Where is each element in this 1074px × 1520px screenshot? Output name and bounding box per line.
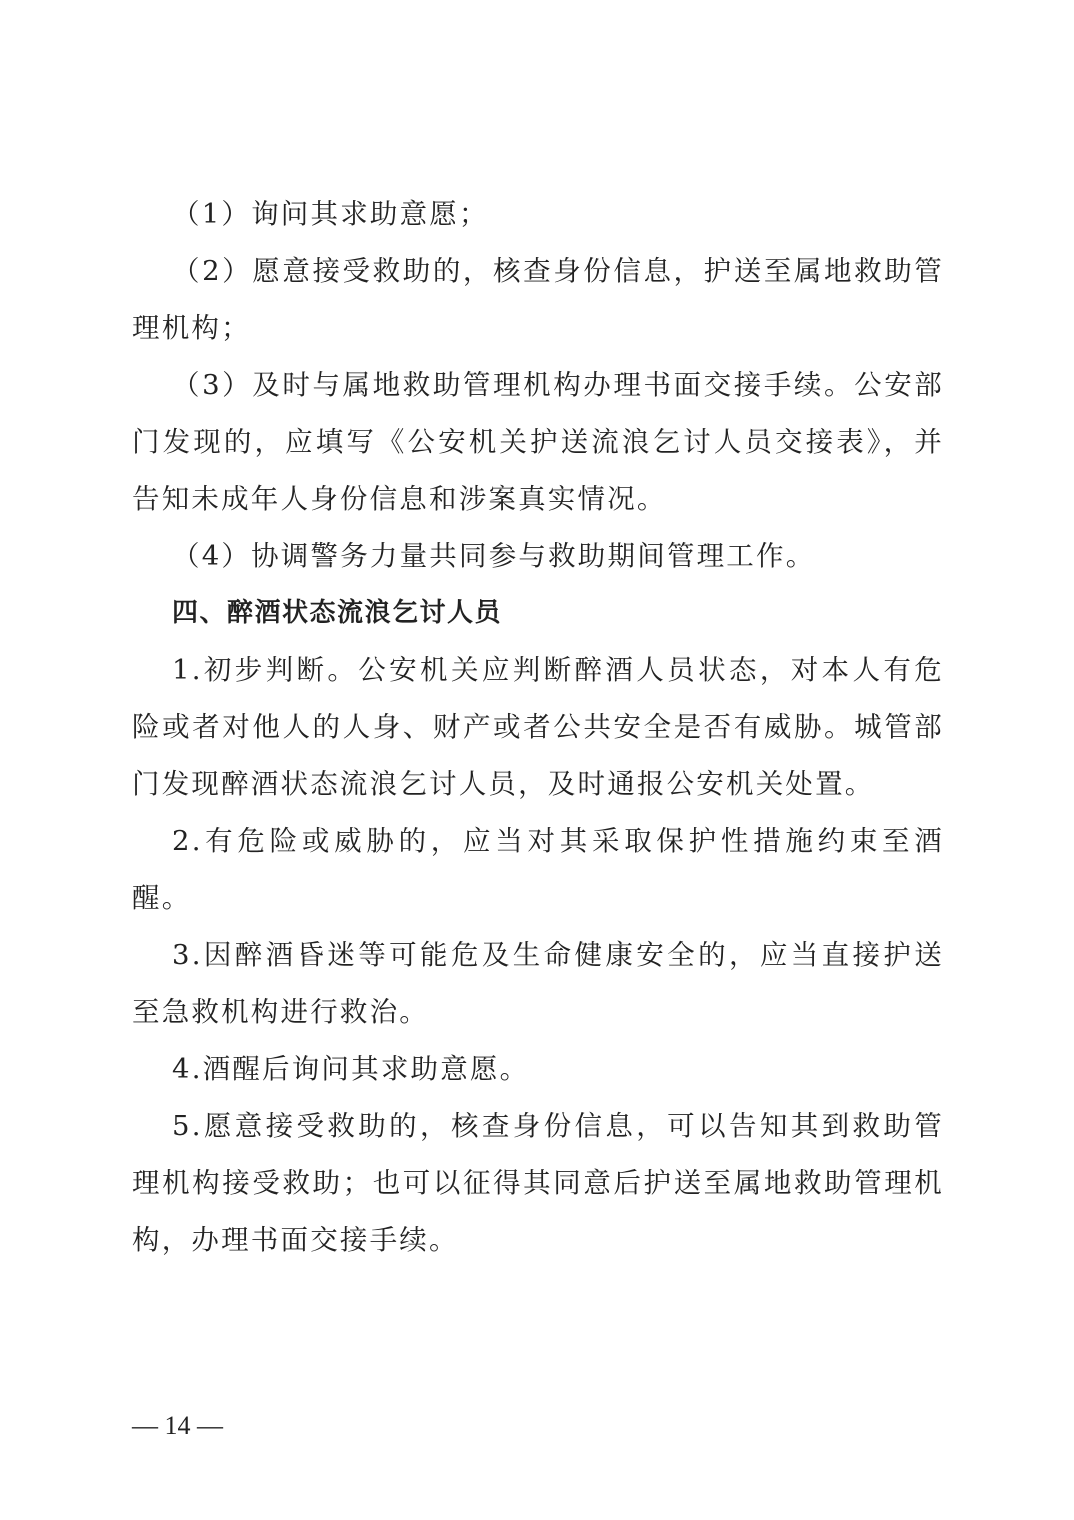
paragraph-1: （1）询问其求助意愿； <box>172 198 489 230</box>
paragraph-9: 5.愿意接受救助的，核查身份信息，可以告知其到救助管理机构接受救助；也可以征得其同意后护送至属地救助管理机构，办理书面交接手续。 <box>132 1110 944 1256</box>
paragraph-7: 3.因醉酒昏迷等可能危及生命健康安全的，应当直接护送至急救机构进行救治。 <box>132 939 944 1028</box>
paragraph-3: （3）及时与属地救助管理机构办理书面交接手续。公安部门发现的，应填写《公安机关护送流浪乞讨人员交接表》，并告知未成年人身份信息和涉案真实情况。 <box>132 369 944 515</box>
paragraph-6: 2.有危险或威胁的，应当对其采取保护性措施约束至酒醒。 <box>132 825 944 914</box>
paragraph-5: 1.初步判断。公安机关应判断醉酒人员状态，对本人有危险或者对他人的人身、财产或者公共安全是否有威胁。城管部门发现醉酒状态流浪乞讨人员，及时通报公安机关处置。 <box>132 654 944 800</box>
paragraph-4: （4）协调警务力量共同参与救助期间管理工作。 <box>172 540 816 572</box>
paragraph-2: （2）愿意接受救助的，核查身份信息，护送至属地救助管理机构； <box>132 255 944 344</box>
paragraph-8: 4.酒醒后询问其求助意愿。 <box>172 1053 530 1085</box>
page-number: — 14 — <box>132 1411 223 1440</box>
document-body <box>132 186 944 1269</box>
section-heading: 四、醉酒状态流浪乞讨人员 <box>172 598 503 628</box>
